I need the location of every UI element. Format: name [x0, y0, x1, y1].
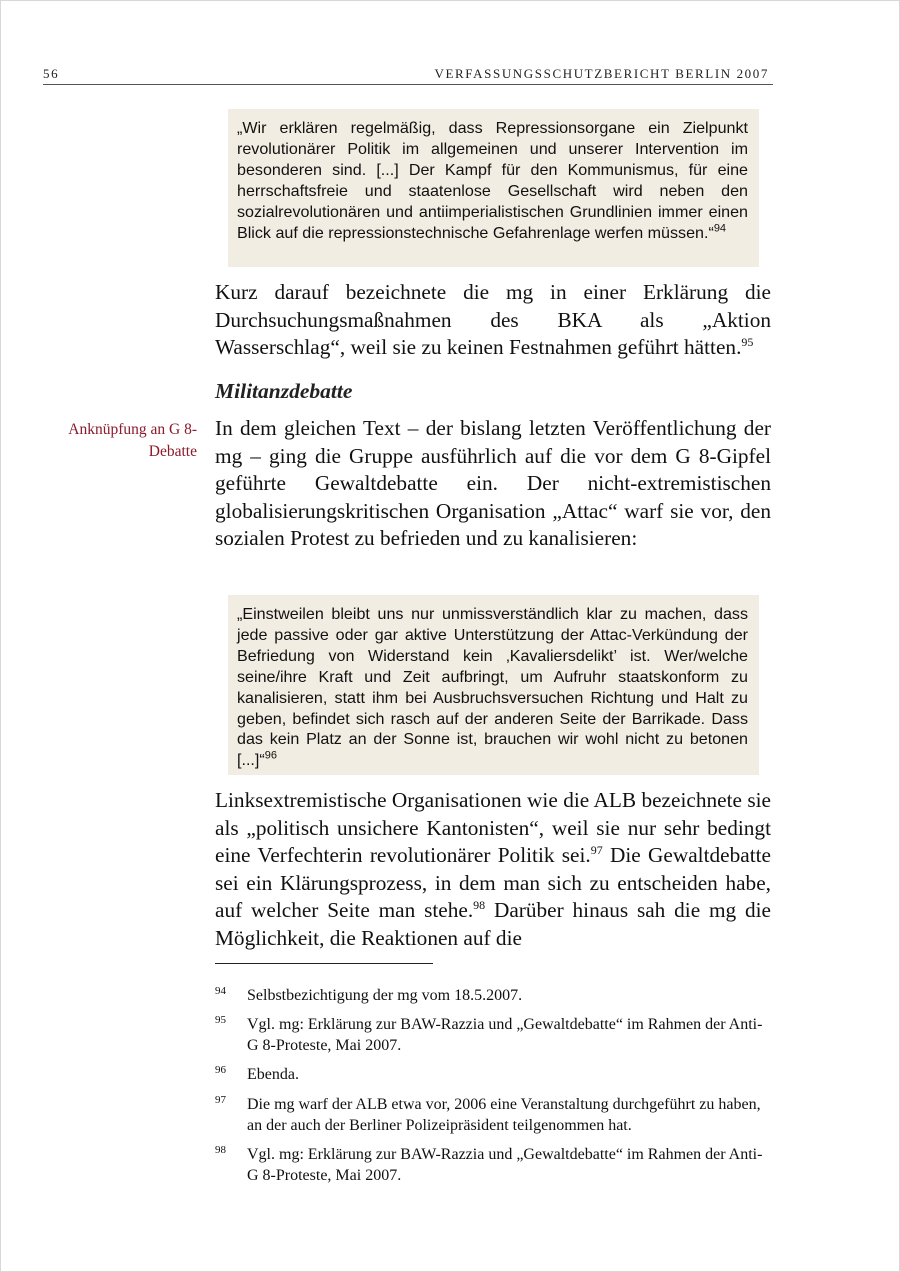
footnote-94 — [215, 985, 771, 1006]
footnote-ref-96[interactable]: 96 — [264, 749, 277, 762]
paragraph-3-part-3: Darüber hinaus sah die mg die Möglichkeit, die Reaktionen auf die — [215, 898, 772, 950]
footnote-ref-98[interactable]: 98 — [473, 897, 486, 912]
section-heading: Militanzdebatte — [215, 379, 353, 403]
footnote-text: Die mg warf der ALB etwa vor, 2006 eine Veranstaltung durchgeführt zu haben, an der auch der Berliner Polizeipräsident teilgenommen hat. — [247, 1096, 761, 1134]
footnote-ref-95[interactable]: 95 — [741, 334, 754, 349]
paragraph-2-text: In dem gleichen Text – der bislang letzten Veröffentlichung der mg – ging die Gruppe ausführlich auf die vor dem G 8-Gipfel geführte Gewaltdebatte ein. Der nicht-extremistischen globalisierungskritischen Organisation „Attac“ warf sie vor, den sozialen Protest zu befrieden und zu kanalisieren: — [215, 416, 771, 550]
quote-1-text: „Wir erklären regelmäßig, dass Repressionsorgane ein Zielpunkt revolutionärer Politik im allgemeinen und unserer Intervention im besonderen sind. [...] Der Kampf für den Kommunismus, für eine herrschaftsfreie und staatenlose Gesellschaft wird neben den sozialrevolutionären und antiimperialistischen Grundlinien immer einen Blick auf die repressionstechnische Gefahrenlage werfen müssen.“ — [237, 119, 748, 242]
block-quote-1 — [228, 109, 759, 267]
footnote-divider — [215, 963, 433, 964]
quote-2-text: „Einstweilen bleibt uns nur unmissverständlich klar zu machen, dass jede passive oder gar aktive Unterstützung der Attac-Verkündung der Befriedung von Widerstand kein ‚Kavaliersdelikt’ ist. Wer/welche seine/ihre Kraft und Zeit aufbringt, um Aufruhr staatskonform zu kanalisieren, statt ihm bei Ausbruchsversuchen Richtung und Halt zu geben, befindet sich rasch auf der anderen Seite der Barrikade. Dass das kein Platz an der Sonne ist, brauchen wir wohl nicht zu betonen [...]“ — [237, 605, 748, 770]
footnote-95 — [215, 1014, 771, 1056]
paragraph-1-text: Kurz darauf bezeichnete die mg in einer Erklärung die Durchsuchungsmaßnahmen des BKA als „Aktion Wasserschlag“, weil sie zu keinen Festnahmen geführt hätten. — [215, 280, 771, 359]
footnote-number: 95 — [215, 1014, 226, 1026]
page-number: 56 — [43, 66, 60, 81]
footnote-text: Ebenda. — [247, 1066, 299, 1083]
running-header — [43, 64, 773, 85]
margin-note: Anknüpfung an G 8-Debatte — [68, 421, 197, 460]
paragraph-3-part-2: Die Gewaltdebatte sei ein Klärungsprozess, in dem man sich zu entscheiden habe, auf welcher Seite man stehe. — [215, 843, 771, 922]
footnote-number: 97 — [215, 1094, 226, 1106]
paragraph-3-part-1: Linksextremistische Organisationen wie die ALB bezeichnete sie als „politisch unsichere Kantonisten“, weil sie nur sehr bedingt eine Verfechterin revolutionärer Politik sei. — [215, 788, 771, 867]
paragraph-3 — [215, 787, 771, 952]
footnote-number: 98 — [215, 1144, 226, 1156]
footnote-text: Vgl. mg: Erklärung zur BAW-Razzia und „Gewaltdebatte“ im Rahmen der Anti-G 8-Proteste, Mai 2007. — [247, 1016, 763, 1054]
footnote-ref-94[interactable]: 94 — [713, 222, 727, 235]
footnote-ref-97[interactable]: 97 — [590, 842, 603, 857]
footnote-97 — [215, 1094, 771, 1136]
running-title: VERFASSUNGSSCHUTZBERICHT BERLIN 2007 — [434, 66, 769, 81]
paragraph-1 — [215, 279, 771, 362]
block-quote-2 — [228, 595, 759, 775]
footnote-98 — [215, 1144, 771, 1186]
footnote-number: 96 — [215, 1064, 226, 1076]
footnote-text: Selbstbezichtigung der mg vom 18.5.2007. — [247, 987, 523, 1004]
footnote-number: 94 — [215, 985, 226, 997]
footnote-96 — [215, 1064, 771, 1085]
footnote-text: Vgl. mg: Erklärung zur BAW-Razzia und „Gewaltdebatte“ im Rahmen der Anti-G 8-Proteste, Mai 2007. — [247, 1146, 763, 1184]
paragraph-2 — [215, 415, 771, 553]
